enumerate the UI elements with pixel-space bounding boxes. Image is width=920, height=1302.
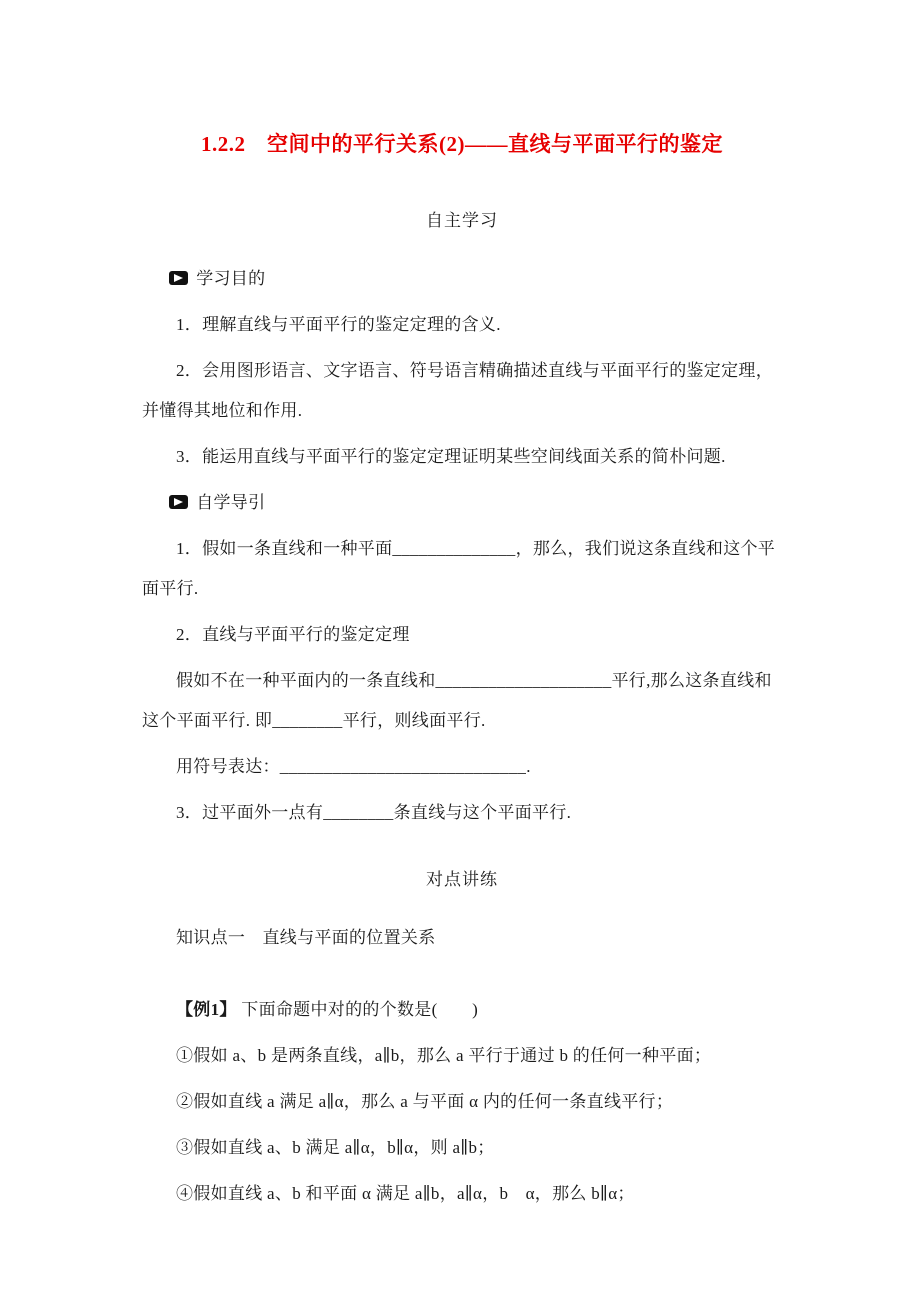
example-1-statement-2: ②假如直线 a 满足 a∥α，那么 a 与平面 α 内的任何一条直线平行；	[176, 1092, 674, 1111]
guide-item-1: 1．假如一条直线和一种平面______________，那么，我们说这条直线和这个平面平行.	[142, 539, 776, 598]
example-1-question-line	[142, 990, 782, 1030]
guide-heading-line	[142, 483, 782, 523]
guide-item-2-symbol: 用符号表达：____________________________.	[176, 757, 531, 776]
goal-item-3: 3．能运用直线与平面平行的鉴定定理证明某些空间线面关系的简朴问题.	[176, 447, 726, 466]
knowledge-point-title: 知识点一 直线与平面的位置关系	[176, 928, 436, 947]
arrow-bullet-icon	[169, 495, 188, 509]
example-gap	[142, 964, 782, 990]
goal-item-2: 2．会用图形语言、文字语言、符号语言精确描述直线与平面平行的鉴定定理，并懂得其地位和作用.	[142, 361, 773, 420]
example-1-statement-1: ①假如 a、b 是两条直线，a∥b，那么 a 平行于通过 b 的任何一种平面；	[176, 1046, 712, 1065]
guide-item-2-body: 假如不在一种平面内的一条直线和____________________平行,那么这条直线和这个平面平行. 即________平行，则线面平行.	[142, 671, 772, 730]
example-1-label: 【例1】	[176, 1000, 237, 1019]
example-1-question: 下面命题中对的的个数是( )	[241, 1000, 479, 1019]
guide-item-2-title: 2．直线与平面平行的鉴定定理	[176, 625, 410, 644]
section-heading-practice: 对点讲练	[426, 870, 498, 889]
section-heading-self-study: 自主学习	[426, 211, 498, 230]
arrow-bullet-icon	[169, 271, 188, 285]
goal-item-1: 1．理解直线与平面平行的鉴定定理的含义.	[176, 315, 501, 334]
section-gap	[142, 839, 782, 865]
goals-heading-line	[142, 259, 782, 299]
goals-heading-label: 学习目的	[196, 269, 266, 288]
guide-item-3: 3．过平面外一点有________条直线与这个平面平行.	[176, 803, 572, 822]
page-title: 1.2.2 空间中的平行关系(2)——直线与平面平行的鉴定	[201, 132, 723, 156]
example-1-statement-3: ③假如直线 a、b 满足 a∥α，b∥α，则 a∥b；	[176, 1138, 495, 1157]
example-1-statement-4: ④假如直线 a、b 和平面 α 满足 a∥b，a∥α，b α，那么 b∥α；	[176, 1184, 635, 1203]
guide-heading-label: 自学导引	[196, 493, 266, 512]
